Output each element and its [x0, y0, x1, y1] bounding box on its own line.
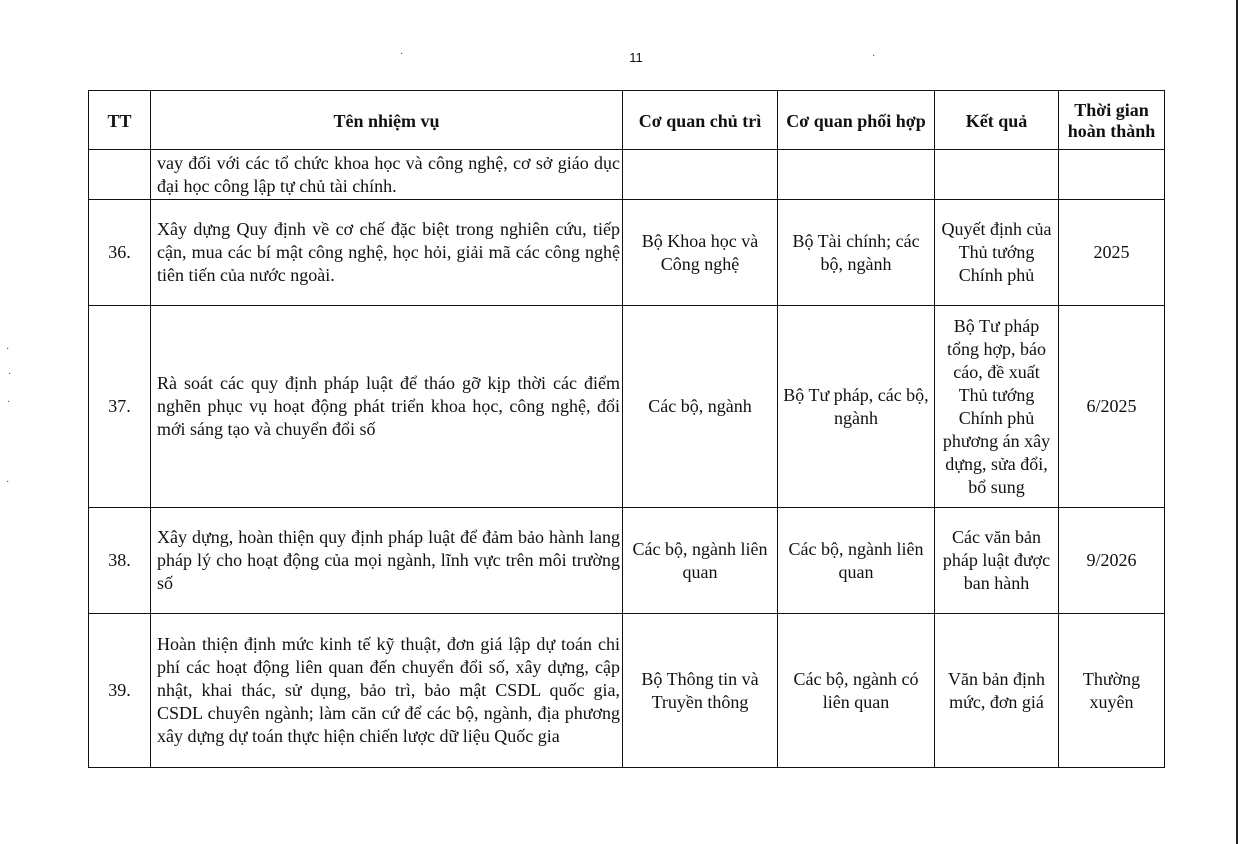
scan-speck: ·	[6, 344, 10, 355]
lead-agency: Các bộ, ngành	[623, 306, 778, 508]
table-row	[89, 150, 1165, 200]
result: Văn bản định mức, đơn giá	[935, 614, 1059, 768]
task-name: vay đối với các tổ chức khoa học và công nghệ, cơ sở giáo dục đại học công lập tự chủ tài chính.	[151, 150, 623, 200]
scan-edge-rule	[1236, 0, 1238, 844]
scan-speck: ·	[7, 397, 11, 408]
table-row	[89, 614, 1165, 768]
lead-agency: Bộ Khoa học và Công nghệ	[623, 200, 778, 306]
lead-agency: Bộ Thông tin và Truyền thông	[623, 614, 778, 768]
coordinating-agency: Các bộ, ngành có liên quan	[778, 614, 935, 768]
result: Các văn bản pháp luật được ban hành	[935, 508, 1059, 614]
row-number: 38.	[89, 508, 151, 614]
header-lead-agency: Cơ quan chủ trì	[623, 91, 778, 150]
header-task-name: Tên nhiệm vụ	[151, 91, 623, 150]
row-number: 37.	[89, 306, 151, 508]
task-name: Xây dựng Quy định về cơ chế đặc biệt trong nghiên cứu, tiếp cận, mua các bí mật công nghệ, học hỏi, giải mã các công nghệ tiên tiến của nước ngoài.	[151, 200, 623, 306]
task-name: Xây dựng, hoàn thiện quy định pháp luật để đảm bảo hành lang pháp lý cho hoạt động của mọi ngành, lĩnh vực trên môi trường số	[151, 508, 623, 614]
coordinating-agency: Bộ Tài chính; các bộ, ngành	[778, 200, 935, 306]
task-table	[88, 90, 1165, 768]
deadline: 2025	[1059, 200, 1165, 306]
scan-speck: ·	[400, 49, 404, 60]
coordinating-agency: Các bộ, ngành liên quan	[778, 508, 935, 614]
task-name: Hoàn thiện định mức kinh tế kỹ thuật, đơn giá lập dự toán chi phí các hoạt động liên quan đến chuyển đổi số, xây dựng, cập nhật, khai thác, sử dụng, bảo trì, bảo mật CSDL quốc gia, CSDL chuyên ngành; làm căn cứ để các bộ, ngành, địa phương xây dựng dự toán thực hiện chiến lược dữ liệu Quốc gia	[151, 614, 623, 768]
result: Bộ Tư pháp tổng hợp, báo cáo, đề xuất Thủ tướng Chính phủ phương án xây dựng, sửa đổi, bổ sung	[935, 306, 1059, 508]
deadline	[1059, 150, 1165, 200]
lead-agency: Các bộ, ngành liên quan	[623, 508, 778, 614]
table-header-row	[89, 91, 1165, 150]
header-deadline: Thời gian hoàn thành	[1059, 91, 1165, 150]
row-number: 39.	[89, 614, 151, 768]
coordinating-agency	[778, 150, 935, 200]
result: Quyết định của Thủ tướng Chính phủ	[935, 200, 1059, 306]
page-number: 11	[629, 50, 643, 65]
table-row	[89, 200, 1165, 306]
deadline: 6/2025	[1059, 306, 1165, 508]
table-row	[89, 306, 1165, 508]
deadline: Thường xuyên	[1059, 614, 1165, 768]
scan-speck: ·	[872, 51, 876, 62]
result	[935, 150, 1059, 200]
coordinating-agency: Bộ Tư pháp, các bộ, ngành	[778, 306, 935, 508]
task-name: Rà soát các quy định pháp luật để tháo gỡ kịp thời các điểm nghẽn phục vụ hoạt động phát triển khoa học, công nghệ, đổi mới sáng tạo và chuyển đổi số	[151, 306, 623, 508]
header-tt: TT	[89, 91, 151, 150]
row-number: 36.	[89, 200, 151, 306]
row-number	[89, 150, 151, 200]
header-result: Kết quả	[935, 91, 1059, 150]
scan-speck: ·	[6, 477, 10, 488]
table-row	[89, 508, 1165, 614]
header-coordinating-agency: Cơ quan phối hợp	[778, 91, 935, 150]
lead-agency	[623, 150, 778, 200]
scan-speck: ·	[8, 369, 12, 380]
deadline: 9/2026	[1059, 508, 1165, 614]
